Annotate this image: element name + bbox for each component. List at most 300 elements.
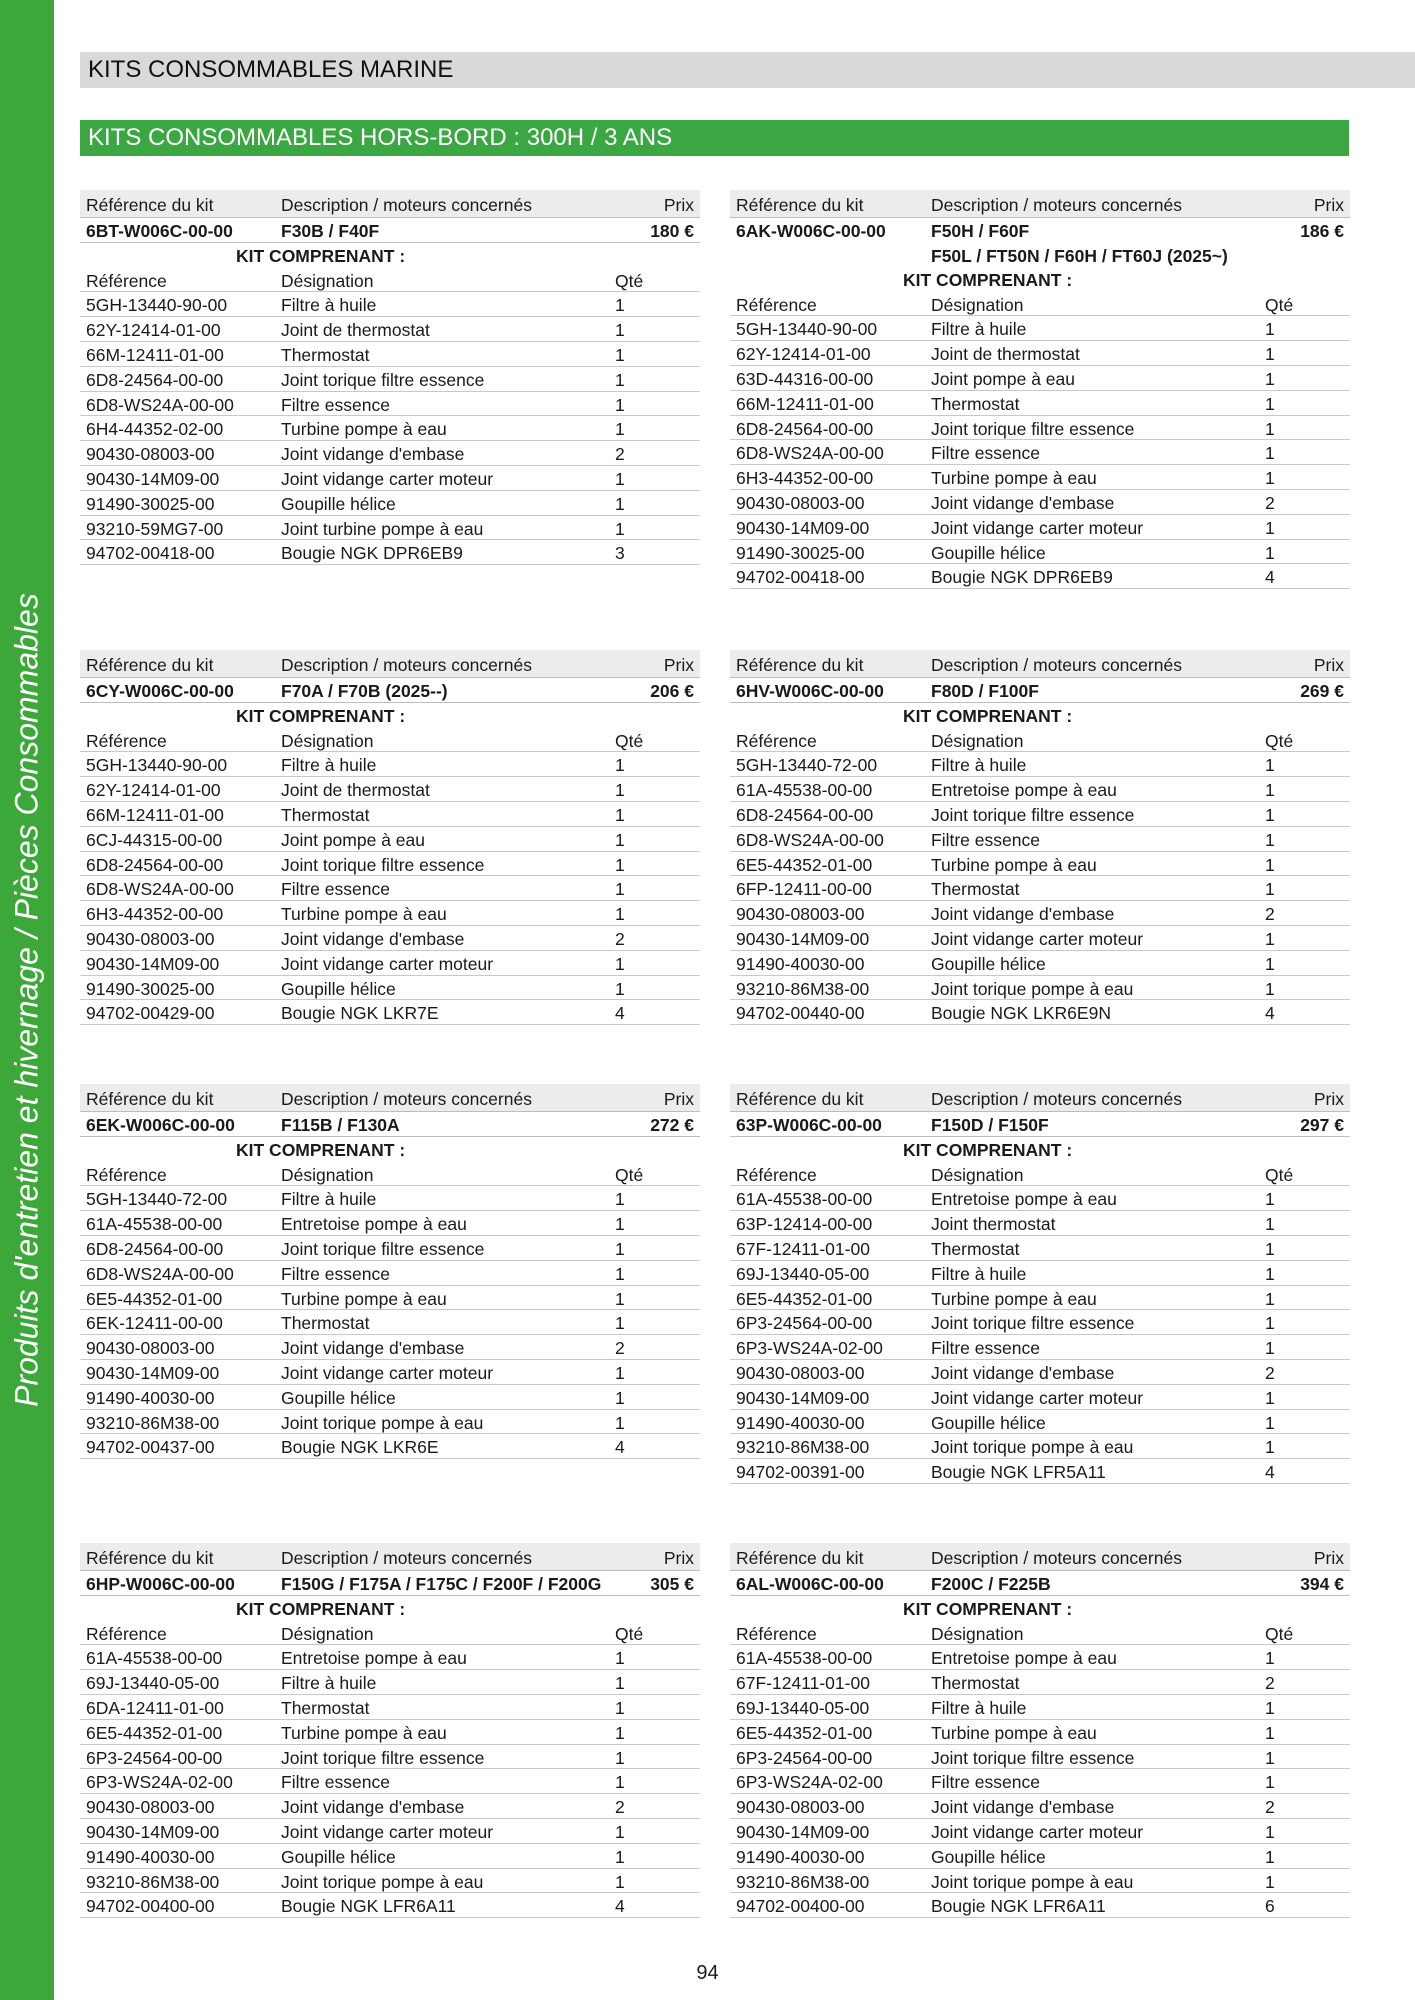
item-row xyxy=(730,951,1350,976)
item-row xyxy=(80,1819,700,1844)
item-row xyxy=(80,416,700,441)
item-header-row xyxy=(80,728,700,753)
ref-column-header: Référence xyxy=(86,730,167,751)
item-header-row xyxy=(730,292,1350,317)
item-row xyxy=(80,1434,700,1459)
kit-table xyxy=(730,190,1350,589)
item-qty: 4 xyxy=(1265,1462,1275,1483)
kit-ref-header: Référence du kit xyxy=(736,195,864,215)
item-designation: Bougie NGK DPR6EB9 xyxy=(931,567,1113,588)
item-designation: Joint vidange carter moteur xyxy=(931,1387,1144,1408)
item-reference: 62Y-12414-01-00 xyxy=(86,780,221,801)
item-qty: 1 xyxy=(1265,1722,1275,1743)
kit-comprising-label: KIT COMPRENANT : xyxy=(903,269,1073,290)
designation-column-header: Désignation xyxy=(931,1164,1024,1185)
item-reference: 93210-86M38-00 xyxy=(86,1412,220,1433)
item-qty: 1 xyxy=(615,344,625,365)
item-row xyxy=(80,1410,700,1435)
kit-price: 297 € xyxy=(1300,1115,1344,1135)
item-reference: 90430-14M09-00 xyxy=(736,928,870,949)
kit-comprising-row xyxy=(80,1137,700,1162)
item-row xyxy=(80,1769,700,1794)
designation-column-header: Désignation xyxy=(931,730,1024,751)
item-qty: 1 xyxy=(615,493,625,514)
kit-header-row xyxy=(730,650,1350,678)
item-designation: Filtre essence xyxy=(281,1263,390,1284)
price-header: Prix xyxy=(663,1548,694,1568)
item-reference: 6D8-WS24A-00-00 xyxy=(86,1263,234,1284)
item-designation: Joint vidange carter moteur xyxy=(931,517,1144,538)
item-designation: Bougie NGK LFR6A11 xyxy=(931,1896,1106,1917)
item-reference: 6D8-WS24A-00-00 xyxy=(736,443,884,464)
item-qty: 2 xyxy=(615,1797,625,1818)
item-row xyxy=(80,466,700,491)
item-reference: 91490-40030-00 xyxy=(736,1412,865,1433)
item-designation: Joint torique pompe à eau xyxy=(931,1871,1134,1892)
item-designation: Filtre essence xyxy=(931,1772,1040,1793)
item-qty: 1 xyxy=(615,1821,625,1842)
item-designation: Joint vidange d'embase xyxy=(931,904,1115,925)
item-row xyxy=(730,540,1350,565)
item-reference: 94702-00437-00 xyxy=(86,1437,215,1458)
item-designation: Goupille hélice xyxy=(281,1846,396,1867)
item-designation: Filtre essence xyxy=(281,1772,390,1793)
kit-comprising-row xyxy=(730,703,1350,728)
item-designation: Joint vidange d'embase xyxy=(281,1797,465,1818)
item-qty: 2 xyxy=(1265,492,1275,513)
description-header: Description / moteurs concernés xyxy=(281,1089,532,1109)
item-qty: 3 xyxy=(615,543,625,564)
item-designation: Bougie NGK LFR5A11 xyxy=(931,1462,1106,1483)
item-designation: Joint vidange d'embase xyxy=(281,928,465,949)
kit-description: F150D / F150F xyxy=(931,1115,1049,1135)
item-row xyxy=(80,342,700,367)
item-reference: 6D8-24564-00-00 xyxy=(86,1238,224,1259)
item-qty: 1 xyxy=(615,1871,625,1892)
item-reference: 6D8-WS24A-00-00 xyxy=(86,879,234,900)
qty-column-header: Qté xyxy=(615,1164,644,1185)
item-qty: 1 xyxy=(615,1412,625,1433)
item-qty: 1 xyxy=(1265,319,1275,340)
item-row xyxy=(730,976,1350,1001)
item-designation: Thermostat xyxy=(281,804,370,825)
item-qty: 1 xyxy=(615,295,625,316)
description-header: Description / moteurs concernés xyxy=(931,1089,1182,1109)
item-row xyxy=(80,392,700,417)
designation-column-header: Désignation xyxy=(281,1164,374,1185)
item-reference: 6D8-WS24A-00-00 xyxy=(86,394,234,415)
item-row xyxy=(730,852,1350,877)
item-reference: 6D8-24564-00-00 xyxy=(86,854,224,875)
item-qty: 4 xyxy=(615,1437,625,1458)
item-row xyxy=(80,1844,700,1869)
item-row xyxy=(80,752,700,777)
kit-reference: 63P-W006C-00-00 xyxy=(736,1115,882,1135)
item-qty: 1 xyxy=(1265,517,1275,538)
item-reference: 90430-08003-00 xyxy=(86,928,215,949)
item-row xyxy=(730,1211,1350,1236)
item-row xyxy=(80,1893,700,1918)
item-row xyxy=(730,1410,1350,1435)
item-qty: 1 xyxy=(615,1747,625,1768)
item-qty: 1 xyxy=(1265,393,1275,414)
item-row xyxy=(80,1720,700,1745)
item-qty: 4 xyxy=(1265,1003,1275,1024)
kit-description: F30B / F40F xyxy=(281,221,380,241)
item-designation: Joint torique pompe à eau xyxy=(931,1437,1134,1458)
item-designation: Joint pompe à eau xyxy=(281,829,425,850)
item-header-row xyxy=(730,728,1350,753)
item-reference: 6P3-24564-00-00 xyxy=(86,1747,223,1768)
price-header: Prix xyxy=(1313,655,1344,675)
sidebar-band xyxy=(0,0,54,2000)
item-designation: Filtre à huile xyxy=(281,1673,377,1694)
item-designation: Filtre essence xyxy=(931,829,1040,850)
item-row xyxy=(730,1286,1350,1311)
item-designation: Joint pompe à eau xyxy=(931,368,1075,389)
item-qty: 1 xyxy=(615,518,625,539)
item-qty: 1 xyxy=(1265,1338,1275,1359)
kit-description: F50H / F60F xyxy=(931,221,1030,241)
item-reference: 62Y-12414-01-00 xyxy=(736,344,871,365)
item-qty: 1 xyxy=(1265,1263,1275,1284)
kit-reference: 6CY-W006C-00-00 xyxy=(86,681,234,701)
qty-column-header: Qté xyxy=(615,270,644,291)
kit-comprising-label: KIT COMPRENANT : xyxy=(236,705,406,726)
kit-header-row xyxy=(80,650,700,678)
item-qty: 2 xyxy=(1265,1797,1275,1818)
kit-header-row xyxy=(80,190,700,218)
kit-description: F150G / F175A / F175C / F200F / F200G xyxy=(281,1574,602,1594)
item-row xyxy=(730,827,1350,852)
item-reference: 91490-40030-00 xyxy=(736,953,865,974)
item-qty: 1 xyxy=(615,1772,625,1793)
kit-table xyxy=(80,1084,700,1459)
item-row xyxy=(730,1459,1350,1484)
item-row xyxy=(80,1186,700,1211)
kit-comprising-label: KIT COMPRENANT : xyxy=(236,245,406,266)
item-qty: 1 xyxy=(615,854,625,875)
kit-header-row xyxy=(80,1084,700,1112)
kit-comprising-label: KIT COMPRENANT : xyxy=(903,1139,1073,1160)
item-row xyxy=(730,465,1350,490)
designation-column-header: Désignation xyxy=(931,1623,1024,1644)
item-qty: 1 xyxy=(615,1263,625,1284)
item-reference: 69J-13440-05-00 xyxy=(86,1673,220,1694)
item-qty: 1 xyxy=(615,953,625,974)
item-reference: 93210-86M38-00 xyxy=(86,1871,220,1892)
item-header-row xyxy=(80,1621,700,1646)
item-qty: 1 xyxy=(615,978,625,999)
ref-column-header: Référence xyxy=(736,294,817,315)
item-qty: 1 xyxy=(1265,418,1275,439)
item-designation: Joint torique filtre essence xyxy=(281,369,485,390)
item-qty: 1 xyxy=(1265,755,1275,776)
kit-comprising-row xyxy=(730,1137,1350,1162)
qty-column-header: Qté xyxy=(1265,1164,1294,1185)
item-reference: 61A-45538-00-00 xyxy=(736,1648,873,1669)
item-designation: Turbine pompe à eau xyxy=(931,1288,1097,1309)
item-qty: 1 xyxy=(1265,1412,1275,1433)
item-reference: 6P3-24564-00-00 xyxy=(736,1313,873,1334)
item-row xyxy=(730,1261,1350,1286)
kit-title-row xyxy=(730,1571,1350,1596)
item-designation: Joint vidange d'embase xyxy=(931,1362,1115,1383)
item-designation: Goupille hélice xyxy=(931,542,1046,563)
kit-ref-header: Référence du kit xyxy=(736,1089,864,1109)
kit-header-row xyxy=(730,190,1350,218)
kit-comprising-label: KIT COMPRENANT : xyxy=(236,1139,406,1160)
item-row xyxy=(730,1819,1350,1844)
item-designation: Goupille hélice xyxy=(931,1846,1046,1867)
item-reference: 6P3-WS24A-02-00 xyxy=(736,1338,883,1359)
kit-ref-header: Référence du kit xyxy=(86,195,214,215)
kit-table xyxy=(80,190,700,565)
item-qty: 1 xyxy=(1265,978,1275,999)
item-row xyxy=(80,516,700,541)
item-qty: 1 xyxy=(1265,829,1275,850)
kit-title-row xyxy=(80,218,700,243)
item-reference: 6E5-44352-01-00 xyxy=(86,1722,223,1743)
description-header: Description / moteurs concernés xyxy=(281,655,532,675)
item-designation: Bougie NGK LFR6A11 xyxy=(281,1896,456,1917)
item-designation: Goupille hélice xyxy=(281,978,396,999)
item-row xyxy=(730,490,1350,515)
kit-description: F115B / F130A xyxy=(281,1115,400,1135)
item-reference: 94702-00400-00 xyxy=(86,1896,215,1917)
subsection-title: KITS CONSOMMABLES HORS-BORD : 300H / 3 ANS xyxy=(88,124,673,151)
item-row xyxy=(730,1769,1350,1794)
item-row xyxy=(730,1844,1350,1869)
item-reference: 90430-08003-00 xyxy=(86,444,215,465)
kit-ref-header: Référence du kit xyxy=(736,1548,864,1568)
item-row xyxy=(730,1335,1350,1360)
kit-comprising-row xyxy=(730,1596,1350,1621)
item-reference: 94702-00418-00 xyxy=(736,567,865,588)
item-designation: Filtre essence xyxy=(281,879,390,900)
item-designation: Entretoise pompe à eau xyxy=(281,1648,467,1669)
item-reference: 93210-59MG7-00 xyxy=(86,518,224,539)
item-reference: 6D8-24564-00-00 xyxy=(736,418,874,439)
item-reference: 90430-08003-00 xyxy=(86,1797,215,1818)
item-designation: Turbine pompe à eau xyxy=(281,1722,447,1743)
item-qty: 1 xyxy=(615,780,625,801)
item-qty: 2 xyxy=(1265,1673,1275,1694)
item-qty: 1 xyxy=(615,829,625,850)
item-designation: Thermostat xyxy=(931,1673,1020,1694)
item-row xyxy=(80,951,700,976)
item-qty: 1 xyxy=(615,1362,625,1383)
qty-column-header: Qté xyxy=(615,1623,644,1644)
kit-reference: 6HV-W006C-00-00 xyxy=(736,681,884,701)
item-header-row xyxy=(80,268,700,293)
item-designation: Filtre à huile xyxy=(281,295,377,316)
item-reference: 61A-45538-00-00 xyxy=(736,780,873,801)
item-reference: 90430-08003-00 xyxy=(86,1338,215,1359)
item-designation: Filtre essence xyxy=(931,1338,1040,1359)
kit-description-line2 xyxy=(730,243,1350,267)
item-reference: 94702-00429-00 xyxy=(86,1003,215,1024)
item-designation: Joint vidange d'embase xyxy=(931,492,1115,513)
item-designation: Goupille hélice xyxy=(281,1387,396,1408)
kit-ref-header: Référence du kit xyxy=(736,655,864,675)
item-row xyxy=(730,366,1350,391)
item-reference: 93210-86M38-00 xyxy=(736,978,870,999)
item-designation: Joint vidange d'embase xyxy=(281,1338,465,1359)
item-designation: Joint torique filtre essence xyxy=(931,804,1135,825)
item-reference: 90430-08003-00 xyxy=(736,492,865,513)
item-designation: Joint vidange carter moteur xyxy=(931,928,1144,949)
kit-comprising-row xyxy=(730,267,1350,292)
item-qty: 1 xyxy=(1265,1821,1275,1842)
item-designation: Joint vidange carter moteur xyxy=(281,1362,494,1383)
item-row xyxy=(730,926,1350,951)
item-qty: 1 xyxy=(615,879,625,900)
item-qty: 1 xyxy=(615,1846,625,1867)
kit-comprising-row xyxy=(80,703,700,728)
item-qty: 1 xyxy=(1265,854,1275,875)
item-designation: Joint torique filtre essence xyxy=(931,418,1135,439)
item-reference: 94702-00418-00 xyxy=(86,543,215,564)
item-designation: Turbine pompe à eau xyxy=(281,904,447,925)
kit-description: F200C / F225B xyxy=(931,1574,1051,1594)
item-reference: 91490-40030-00 xyxy=(736,1846,865,1867)
ref-column-header: Référence xyxy=(736,1623,817,1644)
item-row xyxy=(730,341,1350,366)
item-designation: Bougie NGK DPR6EB9 xyxy=(281,543,463,564)
item-reference: 94702-00391-00 xyxy=(736,1462,865,1483)
item-designation: Thermostat xyxy=(931,1238,1020,1259)
item-reference: 61A-45538-00-00 xyxy=(736,1189,873,1210)
section-title: KITS CONSOMMABLES MARINE xyxy=(88,56,454,83)
item-qty: 2 xyxy=(615,444,625,465)
item-designation: Joint torique filtre essence xyxy=(931,1313,1135,1334)
item-qty: 1 xyxy=(615,1288,625,1309)
description-header: Description / moteurs concernés xyxy=(281,1548,532,1568)
ref-column-header: Référence xyxy=(86,1623,167,1644)
item-designation: Joint vidange d'embase xyxy=(281,444,465,465)
item-reference: 6P3-WS24A-02-00 xyxy=(86,1772,233,1793)
item-qty: 1 xyxy=(1265,1238,1275,1259)
item-designation: Joint turbine pompe à eau xyxy=(281,518,484,539)
item-qty: 1 xyxy=(615,468,625,489)
item-reference: 6E5-44352-01-00 xyxy=(86,1288,223,1309)
item-reference: 91490-40030-00 xyxy=(86,1846,215,1867)
item-reference: 6H3-44352-00-00 xyxy=(86,904,224,925)
item-row xyxy=(80,540,700,565)
item-row xyxy=(730,1360,1350,1385)
item-row xyxy=(80,1211,700,1236)
description-header: Description / moteurs concernés xyxy=(931,1548,1182,1568)
item-designation: Turbine pompe à eau xyxy=(931,1722,1097,1743)
kit-title-row xyxy=(80,1571,700,1596)
item-row xyxy=(80,876,700,901)
item-qty: 1 xyxy=(1265,804,1275,825)
item-reference: 93210-86M38-00 xyxy=(736,1437,870,1458)
kit-ref-header: Référence du kit xyxy=(86,1548,214,1568)
item-row xyxy=(730,1869,1350,1894)
price-header: Prix xyxy=(1313,1548,1344,1568)
item-designation: Thermostat xyxy=(281,1313,370,1334)
item-designation: Joint torique filtre essence xyxy=(281,1238,485,1259)
item-reference: 6P3-24564-00-00 xyxy=(736,1747,873,1768)
item-qty: 1 xyxy=(615,1673,625,1694)
item-qty: 1 xyxy=(615,804,625,825)
kit-header-row xyxy=(730,1543,1350,1571)
item-header-row xyxy=(730,1621,1350,1646)
item-row xyxy=(80,1310,700,1335)
item-designation: Turbine pompe à eau xyxy=(281,1288,447,1309)
item-qty: 1 xyxy=(1265,1189,1275,1210)
item-row xyxy=(80,491,700,516)
kit-title-row xyxy=(80,678,700,703)
item-reference: 93210-86M38-00 xyxy=(736,1871,870,1892)
item-qty: 1 xyxy=(1265,368,1275,389)
item-qty: 2 xyxy=(615,1338,625,1359)
item-row xyxy=(730,1236,1350,1261)
price-header: Prix xyxy=(1313,1089,1344,1109)
kit-comprising-label: KIT COMPRENANT : xyxy=(903,1598,1073,1619)
item-qty: 1 xyxy=(1265,1871,1275,1892)
item-designation: Filtre essence xyxy=(281,394,390,415)
item-row xyxy=(730,1893,1350,1918)
item-designation: Thermostat xyxy=(931,879,1020,900)
item-row xyxy=(80,1335,700,1360)
item-designation: Turbine pompe à eau xyxy=(931,468,1097,489)
price-header: Prix xyxy=(663,655,694,675)
item-designation: Thermostat xyxy=(281,344,370,365)
item-reference: 5GH-13440-72-00 xyxy=(736,755,878,776)
item-qty: 1 xyxy=(1265,953,1275,974)
item-reference: 6D8-24564-00-00 xyxy=(86,369,224,390)
item-qty: 1 xyxy=(615,1214,625,1235)
item-row xyxy=(80,292,700,317)
item-qty: 6 xyxy=(1265,1896,1275,1917)
item-qty: 4 xyxy=(615,1896,625,1917)
item-row xyxy=(80,1000,700,1025)
item-reference: 91490-40030-00 xyxy=(86,1387,215,1408)
item-qty: 1 xyxy=(1265,542,1275,563)
item-qty: 1 xyxy=(1265,879,1275,900)
item-reference: 6P3-WS24A-02-00 xyxy=(736,1772,883,1793)
item-reference: 90430-14M09-00 xyxy=(86,1821,220,1842)
item-designation: Joint torique pompe à eau xyxy=(281,1871,484,1892)
item-reference: 66M-12411-01-00 xyxy=(86,344,224,365)
item-row xyxy=(80,441,700,466)
kit-price: 269 € xyxy=(1300,681,1344,701)
description-header: Description / moteurs concernés xyxy=(931,195,1182,215)
kit-comprising-label: KIT COMPRENANT : xyxy=(903,705,1073,726)
item-reference: 6H4-44352-02-00 xyxy=(86,419,224,440)
item-reference: 69J-13440-05-00 xyxy=(736,1263,870,1284)
item-designation: Bougie NGK LKR6E xyxy=(281,1437,439,1458)
item-designation: Joint vidange d'embase xyxy=(931,1797,1115,1818)
kit-reference: 6HP-W006C-00-00 xyxy=(86,1574,235,1594)
kit-reference: 6AK-W006C-00-00 xyxy=(736,221,886,241)
item-reference: 66M-12411-01-00 xyxy=(86,804,224,825)
item-reference: 6FP-12411-00-00 xyxy=(736,879,872,900)
designation-column-header: Désignation xyxy=(281,730,374,751)
kit-reference: 6BT-W006C-00-00 xyxy=(86,221,233,241)
qty-column-header: Qté xyxy=(1265,1623,1294,1644)
item-designation: Filtre à huile xyxy=(931,1263,1027,1284)
item-reference: 90430-14M09-00 xyxy=(86,953,220,974)
item-designation: Turbine pompe à eau xyxy=(281,419,447,440)
designation-column-header: Désignation xyxy=(281,270,374,291)
item-designation: Filtre à huile xyxy=(281,755,377,776)
kit-table xyxy=(730,650,1350,1025)
item-row xyxy=(80,1745,700,1770)
